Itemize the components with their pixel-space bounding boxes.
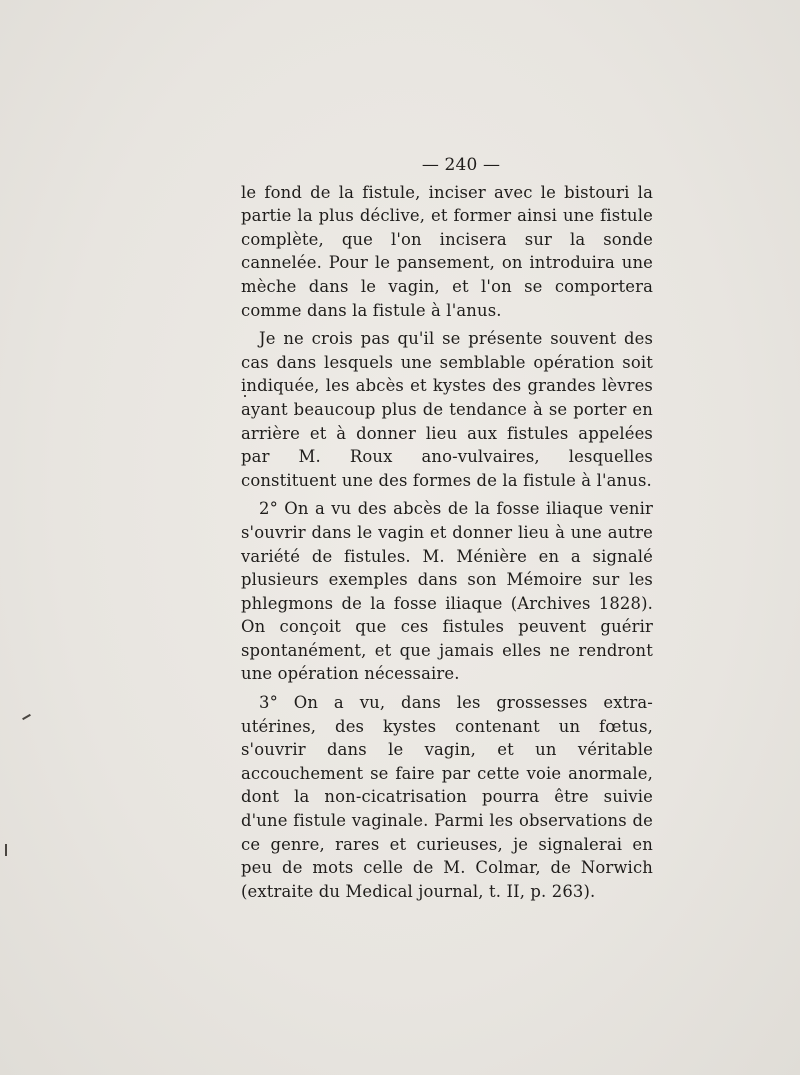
paper-speck xyxy=(22,714,31,720)
page-number: — 240 — xyxy=(421,155,501,175)
paragraph-4: 3° On a vu, dans les grossesses extra-utérines, des kystes contenant un fœtus, s'ouvrir dans le vagin, et un véritable accouchement se faire par cette voie anormale, dont la non-cicatrisation pourra être suivie d'une fistule vaginale. Parmi les observations de ce genre, rares et curieuses, je signalerai en peu de mots celle de M. Colmar, de Norwich (extraite du Medical journal, t. II, p. 263). xyxy=(241,693,653,901)
paragraph-3: 2° On a vu des abcès de la fosse iliaque venir s'ouvrir dans le vagin et donner lieu à une autre variété de fistules. M. Ménière en a signalé plusieurs exemples dans son Mémoire sur les phlegmons de la fosse iliaque (Archives 1828). On conçoit que ces fistules peuvent guérir spontanément, et que jamais elles ne rendront une opération nécessaire. xyxy=(241,499,653,684)
paragraph-1: le fond de la fistule, inciser avec le bistouri la partie la plus déclive, et former ainsi une fistule complète, que l'on incisera sur la sonde cannelée. Pour le pansement, on introduira une mèche dans le vagin, et l'on se comportera comme dans la fistule à l'anus. xyxy=(241,182,653,320)
text-block xyxy=(241,154,653,908)
paper-speck xyxy=(5,844,7,856)
paragraph-2: Je ne crois pas qu'il se présente souvent des cas dans lesquels une semblable opération soit indiquée, les abcès et kystes des grandes lèvres ayant beaucoup plus de tendance à se porter en arrière et à donner lieu aux fistules appelées par M. Roux ano-vulvaires, lesquelles constituent une des formes de la fistule à l'anus. xyxy=(241,329,653,490)
paper-speck xyxy=(244,395,246,397)
